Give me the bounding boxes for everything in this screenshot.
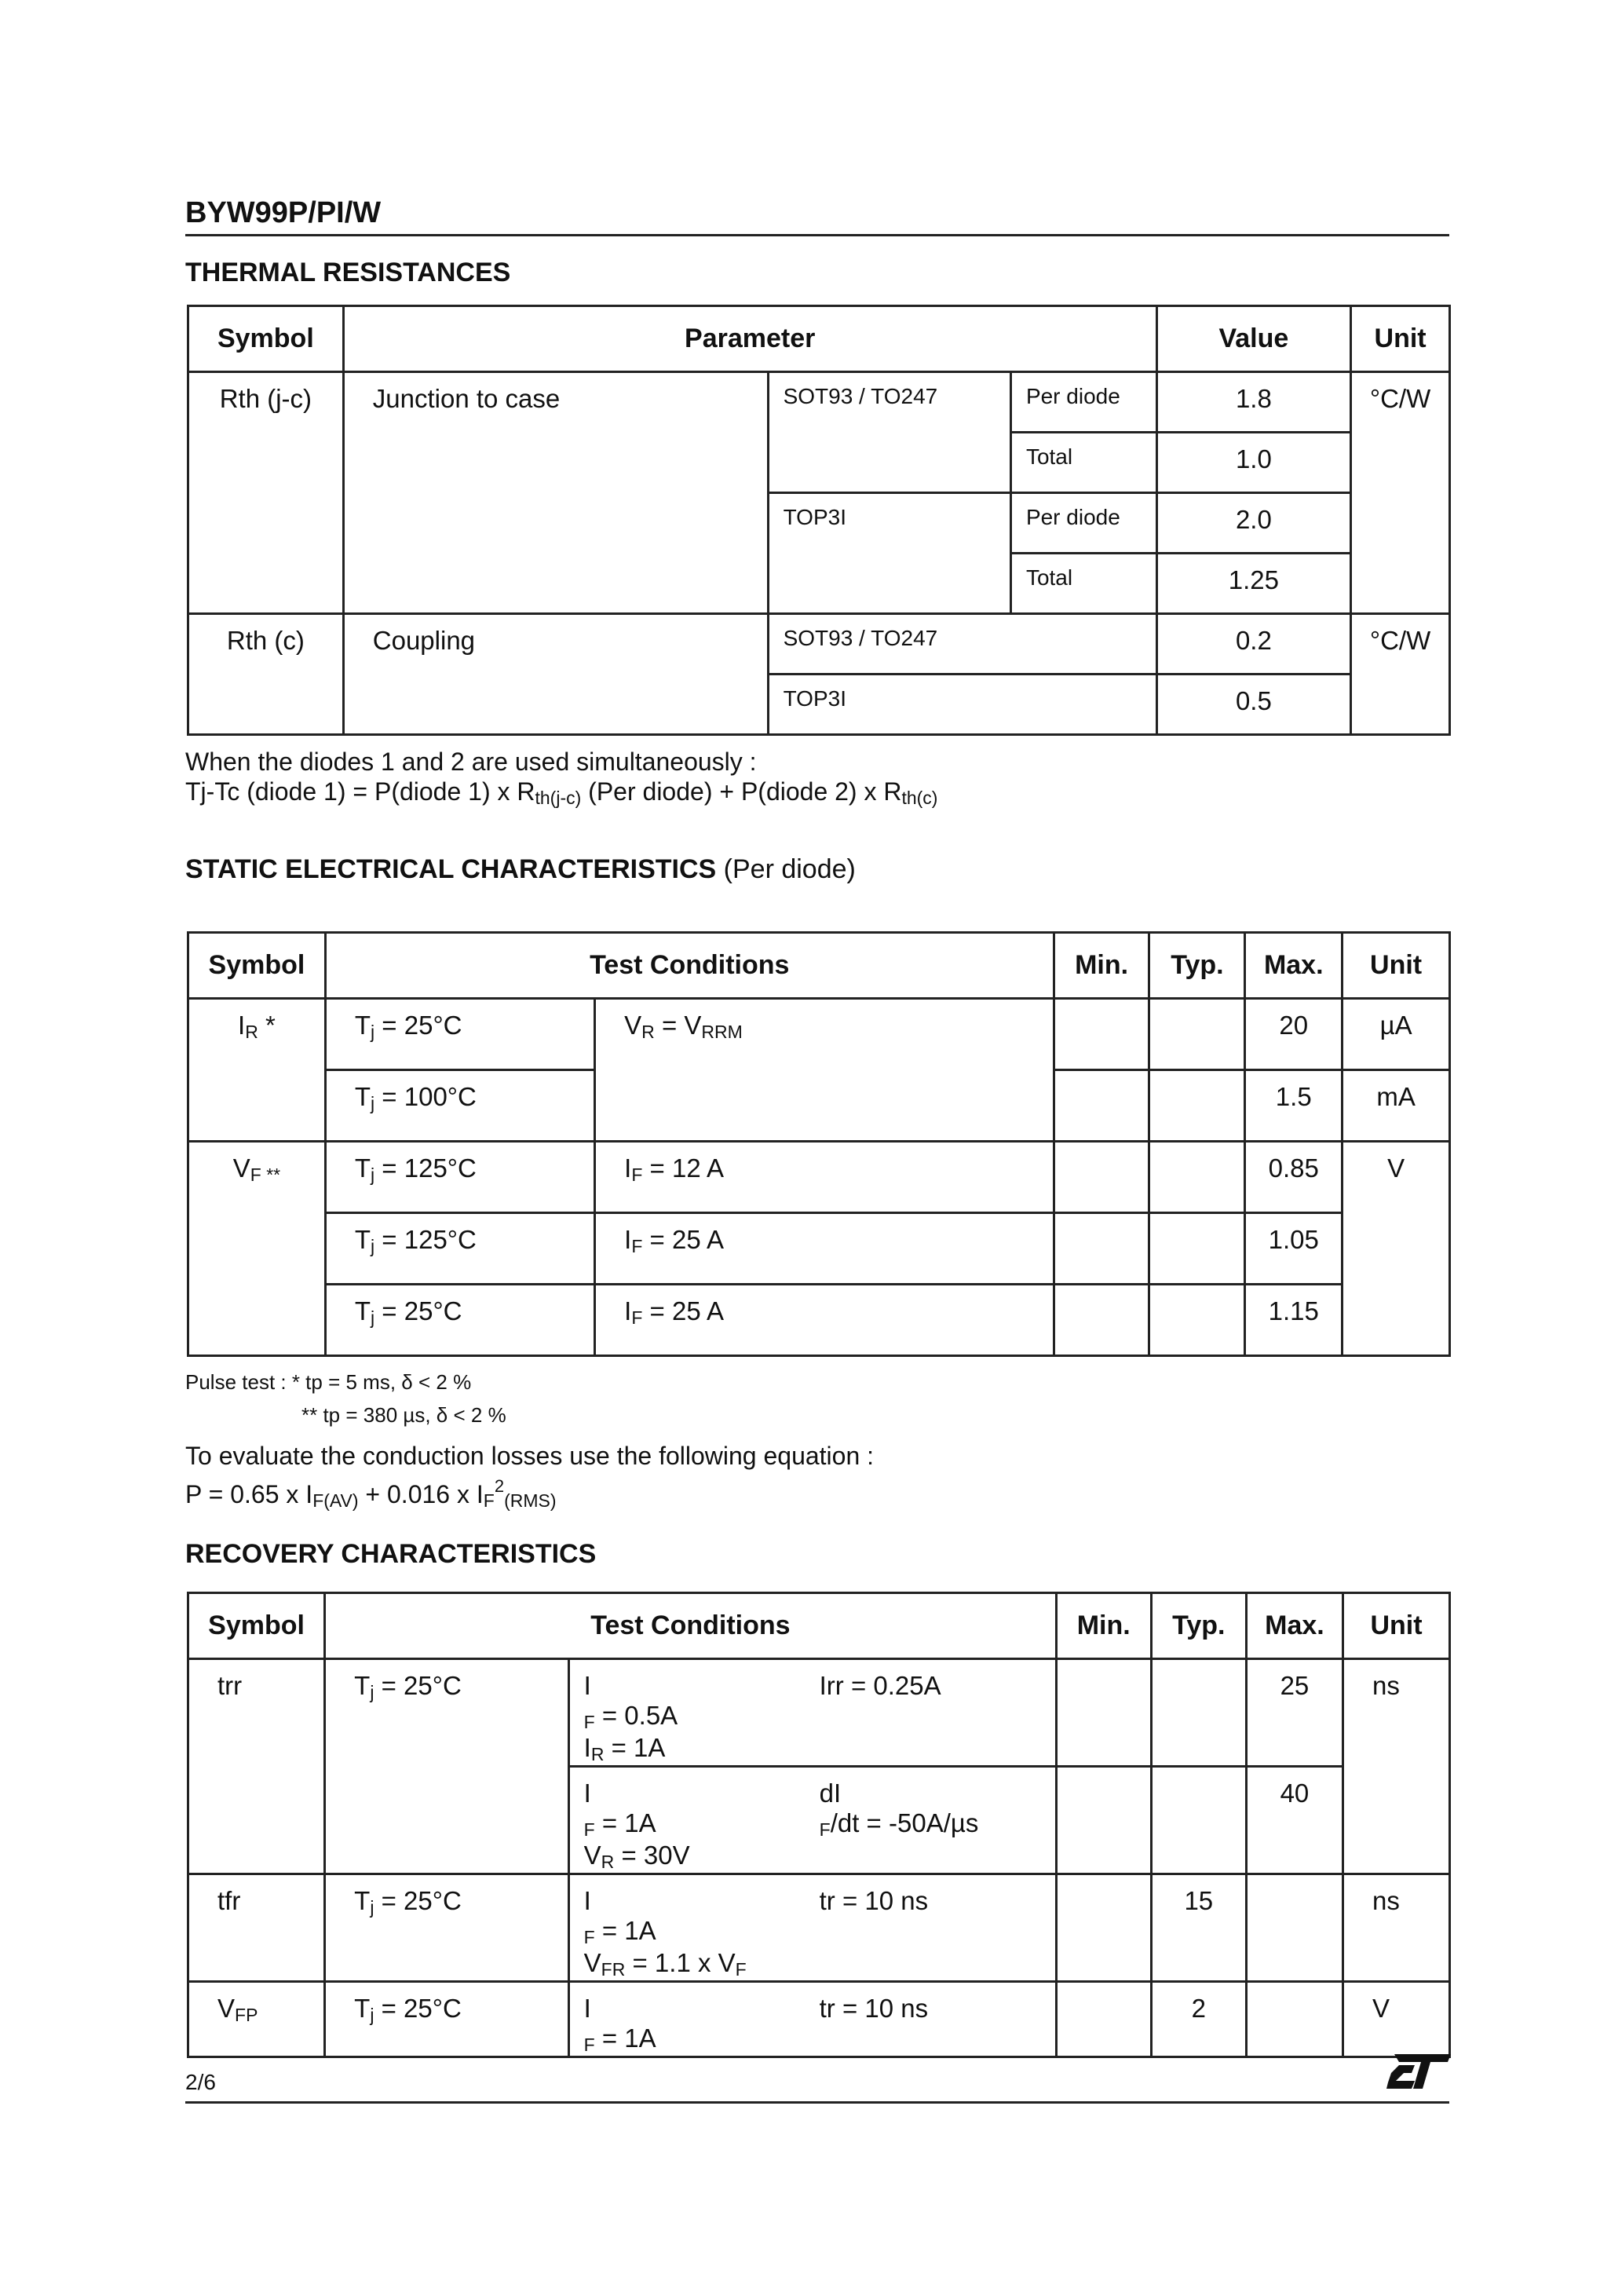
col-min: Min. [1056,1593,1151,1659]
max-cell: 1.15 [1245,1285,1343,1356]
rth-jc-pkg-a: SOT93 / TO247 [768,372,1010,493]
if-cond: $I_F = 25$ A [595,1285,1054,1356]
st-logo [1385,2051,1451,2092]
max-cell: 40 [1246,1767,1343,1874]
rth-c-pkg-b: TOP3I [768,675,1156,735]
tfr-symbol: tfr [188,1874,325,1982]
typ-cell: 2 [1151,1982,1246,2057]
vf-symbol: $V_F$ $_{**}$ [188,1142,326,1356]
typ-cell [1149,1213,1245,1285]
unit-cell: V [1343,1982,1450,2057]
unit-cell: mA [1343,1070,1450,1142]
footer-rule [185,2101,1449,2104]
min-cell [1054,1142,1149,1213]
typ-cell [1151,1767,1246,1874]
col-symbol: Symbol [188,306,344,372]
max-cell: 0.85 [1245,1142,1343,1213]
tj-cond: $T_j = 125^\circ C$ [325,1142,594,1213]
max-cell: 25 [1246,1659,1343,1767]
value-cell: 1.0 [1156,433,1351,493]
unit-cell: °C/W [1351,614,1450,735]
min-cell [1054,1070,1149,1142]
vr-cond: $V_R = V_{RRM}$ [595,999,1054,1142]
col-unit: Unit [1351,306,1450,372]
min-cell [1054,999,1149,1070]
typ-cell [1151,1659,1246,1767]
per-diode-label: Per diode [1010,493,1156,554]
min-cell [1056,1767,1151,1874]
recovery-table [187,1592,1451,2058]
typ-cell [1149,1142,1245,1213]
if-cond: $I_F = 25$ A [595,1213,1054,1285]
value-cell: 0.5 [1156,675,1351,735]
tj-cond: $T_j = 25^\circ C$ [325,1874,569,1982]
col-value: Value [1156,306,1351,372]
vfp-cond: $I_F = 1A$ tr = 10 ns [568,1982,1056,2057]
thermal-heading: THERMAL RESISTANCES [185,258,511,287]
col-typ: Typ. [1151,1593,1246,1659]
thermal-note-2: Tj-Tc (diode 1) = P(diode 1) x $R_{th(j-c)}$ (Per diode) + P(diode 2) x $R_{th(c)}$ [185,777,938,808]
col-symbol: Symbol [188,933,326,999]
max-cell [1246,1874,1343,1982]
pulse-test-note-2: ** tp = 380 µs, δ < 2 % [301,1403,506,1427]
unit-cell: ns [1343,1874,1450,1982]
vfp-symbol: $V_{FP}$ [188,1982,325,2057]
rth-jc-pkg-b: TOP3I [768,493,1010,614]
max-cell: 1.05 [1245,1213,1343,1285]
value-cell: 1.25 [1156,554,1351,614]
recovery-heading: RECOVERY CHARACTERISTICS [185,1539,597,1569]
rth-c-symbol: Rth (c) [188,614,344,735]
value-cell: 2.0 [1156,493,1351,554]
col-typ: Typ. [1149,933,1245,999]
typ-cell [1149,999,1245,1070]
eval-note-1: To evaluate the conduction losses use the following equation : [185,1442,875,1470]
trr-cond-1: $I_F = 0.5A$ Irr = 0.25A $I_R = 1A$ [568,1659,1056,1767]
unit-cell: ns [1343,1659,1450,1874]
min-cell [1054,1213,1149,1285]
pulse-test-note: Pulse test : * tp = 5 ms, δ < 2 % [185,1370,472,1394]
tj-cond: $T_j = 25^\circ C$ [325,999,594,1070]
unit-cell: °C/W [1351,372,1450,614]
typ-cell: 15 [1151,1874,1246,1982]
col-unit: Unit [1343,1593,1450,1659]
per-diode-label: Per diode [1010,372,1156,433]
thermal-table [187,305,1451,736]
tj-cond: $T_j = 25^\circ C$ [325,1659,569,1874]
col-max: Max. [1246,1593,1343,1659]
typ-cell [1149,1285,1245,1356]
col-min: Min. [1054,933,1149,999]
col-symbol: Symbol [188,1593,325,1659]
tfr-cond: $I_F = 1A$ tr = 10 ns $V_{FR} = 1.1$ x $V_F$ [568,1874,1056,1982]
max-cell: 1.5 [1245,1070,1343,1142]
eval-note-2: P = 0.65 x $I_{F(AV)} + 0.016$ x $I_F^2_{(RMS)}$ [185,1476,557,1511]
total-label: Total [1010,433,1156,493]
min-cell [1056,1874,1151,1982]
max-cell: 20 [1245,999,1343,1070]
rth-jc-param: Junction to case [343,372,768,614]
col-parameter: Parameter [343,306,1156,372]
min-cell [1056,1659,1151,1767]
static-heading: STATIC ELECTRICAL CHARACTERISTICS (Per diode) [185,854,856,884]
value-cell: 0.2 [1156,614,1351,675]
trr-symbol: trr [188,1659,325,1874]
ir-symbol: $I_R$ * [188,999,326,1142]
rth-jc-symbol: Rth (j-c) [188,372,344,614]
min-cell [1054,1285,1149,1356]
page-number: 2/6 [185,2070,216,2094]
tj-cond: $T_j = 25^\circ C$ [325,1285,594,1356]
if-cond: $I_F = 12$ A [595,1142,1054,1213]
unit-cell: µA [1343,999,1450,1070]
thermal-note-1: When the diodes 1 and 2 are used simultaneously : [185,748,757,776]
min-cell [1056,1982,1151,2057]
document-title: BYW99P/PI/W [185,196,382,229]
col-unit: Unit [1343,933,1450,999]
rth-c-pkg-a: SOT93 / TO247 [768,614,1156,675]
tj-cond: $T_j = 125^\circ C$ [325,1213,594,1285]
max-cell [1246,1982,1343,2057]
col-test-conditions: Test Conditions [325,933,1054,999]
static-table [187,931,1451,1357]
col-max: Max. [1245,933,1343,999]
col-test-conditions: Test Conditions [325,1593,1057,1659]
unit-cell: V [1343,1142,1450,1356]
rth-c-param: Coupling [343,614,768,735]
tj-cond: $T_j = 100^\circ C$ [325,1070,594,1142]
trr-cond-2: $I_F = 1A$ $dI_F/dt = -50A/\mu s$ $V_R = 30V$ [568,1767,1056,1874]
value-cell: 1.8 [1156,372,1351,433]
tj-cond: $T_j = 25^\circ C$ [325,1982,569,2057]
header-rule [185,234,1449,236]
total-label: Total [1010,554,1156,614]
typ-cell [1149,1070,1245,1142]
